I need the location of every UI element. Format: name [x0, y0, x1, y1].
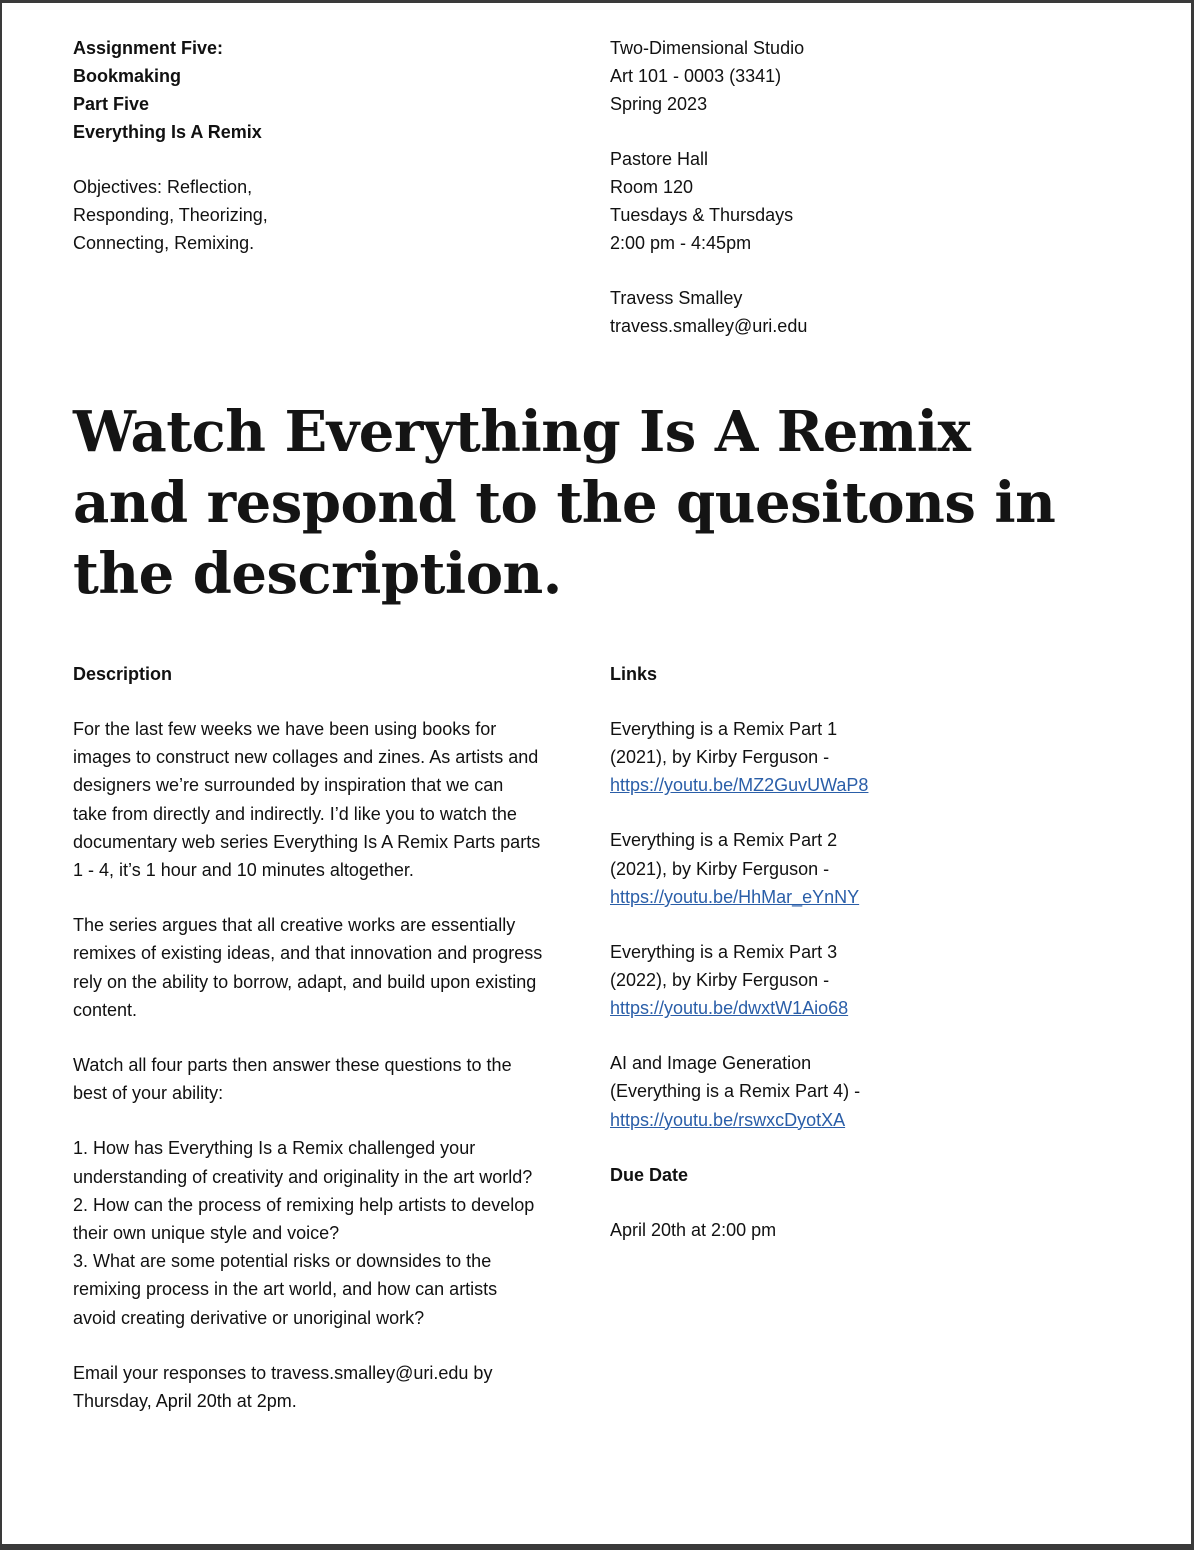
link-caption: (Everything is a Remix Part 4) - — [610, 1081, 861, 1102]
video-link-part-3[interactable]: https://youtu.be/dwxtW1Aio68 — [610, 998, 849, 1019]
objectives-line: Connecting, Remixing. — [73, 233, 255, 253]
video-link-part-1[interactable]: https://youtu.be/MZ2GuvUWaP8 — [610, 775, 869, 796]
spacer — [610, 1134, 868, 1161]
instructor-name: Travess Smalley — [610, 288, 743, 308]
course-line: Art 101 - 0003 (3341) — [610, 66, 782, 86]
question-line: 3. What are some potential risks or downsides to the — [73, 1251, 492, 1272]
description-line: rely on the ability to borrow, adapt, and build upon existing — [73, 971, 537, 992]
link-caption: Everything is a Remix Part 2 — [610, 830, 838, 851]
question-line: avoid creating derivative or unoriginal work? — [73, 1307, 425, 1328]
description-line: designers we’re surrounded by inspiration that we can — [73, 775, 504, 796]
spacer — [610, 911, 868, 938]
objectives-line: Objectives: Reflection, — [73, 177, 253, 197]
assignment-header — [73, 34, 268, 257]
question-line: remixing process in the art world, and how can artists — [73, 1279, 498, 1300]
question-line: their own unique style and voice? — [73, 1223, 340, 1244]
due-date-value: April 20th at 2:00 pm — [610, 1219, 777, 1240]
description-line: The series argues that all creative works are essentially — [73, 915, 516, 936]
spacer — [610, 1022, 868, 1049]
question-line: 1. How has Everything Is a Remix challenged your — [73, 1138, 476, 1159]
assignment-title-line: Assignment Five: — [73, 38, 224, 58]
due-date-heading: Due Date — [610, 1164, 689, 1185]
spacer — [73, 1332, 542, 1359]
description-line: images to construct new collages and zines. As artists and — [73, 747, 539, 768]
course-line: Two-Dimensional Studio — [610, 38, 805, 58]
assignment-title-line: Everything Is A Remix — [73, 122, 262, 142]
description-section — [73, 660, 542, 1415]
description-line: best of your ability: — [73, 1083, 224, 1104]
description-line: take from directly and indirectly. I’d like you to watch the — [73, 803, 517, 824]
document-page — [2, 3, 1191, 1544]
closing-line: Thursday, April 20th at 2pm. — [73, 1391, 297, 1412]
course-line: Spring 2023 — [610, 94, 708, 114]
link-caption: (2021), by Kirby Ferguson - — [610, 858, 830, 879]
description-line: For the last few weeks we have been using books for — [73, 719, 497, 739]
spacer — [73, 1107, 542, 1134]
question-line: 2. How can the process of remixing help artists to develop — [73, 1194, 535, 1215]
link-caption: (2021), by Kirby Ferguson - — [610, 747, 830, 768]
page-headline — [73, 397, 1055, 610]
closing-line: Email your responses to travess.smalley@uri.edu by — [73, 1362, 493, 1383]
description-line: documentary web series Everything Is A Remix Parts parts — [73, 831, 541, 852]
link-caption: (2022), by Kirby Ferguson - — [610, 970, 830, 991]
description-line: 1 - 4, it’s 1 hour and 10 minutes altogether. — [73, 860, 414, 881]
headline-line: and respond to the quesitons in — [73, 470, 1056, 536]
spacer — [610, 257, 807, 284]
video-link-part-2[interactable]: https://youtu.be/HhMar_eYnNY — [610, 886, 860, 907]
spacer — [73, 688, 542, 715]
location-line: Pastore Hall — [610, 149, 709, 169]
spacer — [610, 799, 868, 826]
link-caption: Everything is a Remix Part 1 — [610, 719, 838, 739]
course-info — [610, 34, 807, 340]
assignment-title-line: Part Five — [73, 94, 150, 114]
assignment-title-line: Bookmaking — [73, 66, 182, 86]
description-line: remixes of existing ideas, and that innovation and progress — [73, 943, 543, 964]
location-line: Room 120 — [610, 177, 694, 197]
description-line: content. — [73, 999, 138, 1020]
link-caption: AI and Image Generation — [610, 1053, 812, 1074]
links-heading: Links — [610, 664, 658, 684]
spacer — [73, 146, 268, 173]
description-line: Watch all four parts then answer these questions to the — [73, 1055, 512, 1076]
instructor-email: travess.smalley@uri.edu — [610, 316, 808, 336]
spacer — [610, 118, 807, 145]
headline-line: the description. — [73, 541, 562, 607]
video-link-part-4[interactable]: https://youtu.be/rswxcDyotXA — [610, 1109, 846, 1130]
link-caption: Everything is a Remix Part 3 — [610, 941, 838, 962]
spacer — [610, 1189, 868, 1216]
objectives-line: Responding, Theorizing, — [73, 205, 268, 225]
location-line: Tuesdays & Thursdays — [610, 205, 794, 225]
description-heading: Description — [73, 664, 173, 684]
spacer — [73, 884, 542, 911]
headline-line: Watch Everything Is A Remix — [73, 399, 971, 465]
spacer — [610, 688, 868, 715]
question-line: understanding of creativity and originality in the art world? — [73, 1166, 533, 1187]
location-line: 2:00 pm - 4:45pm — [610, 233, 752, 253]
spacer — [73, 1024, 542, 1051]
links-section — [610, 660, 868, 1244]
